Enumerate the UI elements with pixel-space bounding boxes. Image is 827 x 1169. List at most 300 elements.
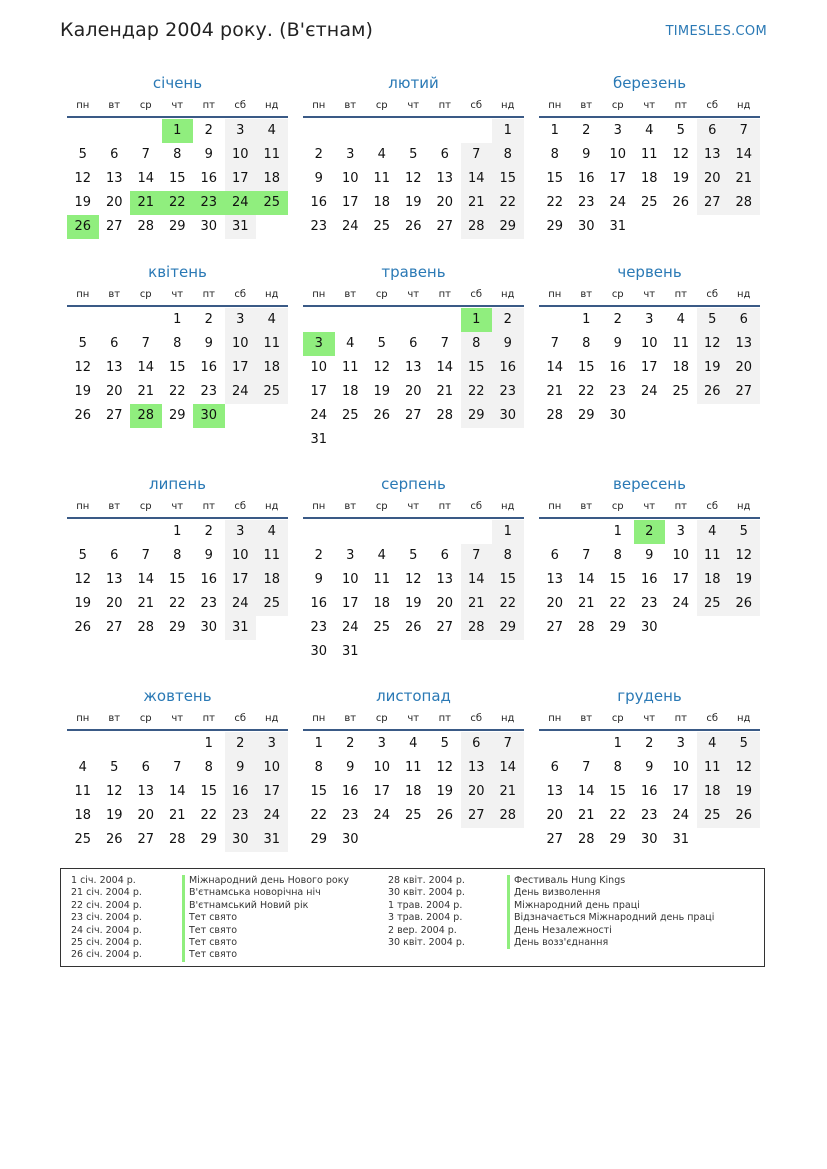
day-cell[interactable]: 10 — [310, 360, 328, 375]
day-cell[interactable]: 19 — [105, 808, 123, 823]
day-cell[interactable]: 4 — [78, 760, 87, 775]
day-cell[interactable]: 17 — [672, 572, 690, 587]
day-cell[interactable]: 14 — [728, 143, 760, 167]
day-cell[interactable]: 18 — [256, 167, 288, 191]
day-cell[interactable]: 18 — [404, 784, 422, 799]
day-cell[interactable]: 29 — [492, 215, 524, 239]
day-cell[interactable]: 27 — [404, 408, 422, 423]
day-cell[interactable]: 15 — [609, 784, 627, 799]
day-cell[interactable]: 12 — [404, 171, 422, 186]
day-cell[interactable]: 25 — [373, 620, 391, 635]
day-cell[interactable]: 30 — [200, 219, 218, 234]
day-cell[interactable]: 28 — [577, 620, 595, 635]
day-cell[interactable]: 31 — [256, 828, 288, 852]
day-cell[interactable]: 9 — [492, 332, 524, 356]
day-cell[interactable]: 9 — [645, 760, 654, 775]
day-cell[interactable]: 26 — [728, 592, 760, 616]
day-cell[interactable]: 6 — [110, 147, 119, 162]
day-cell[interactable]: 7 — [141, 147, 150, 162]
holiday-day-cell[interactable]: 22 — [162, 191, 194, 215]
day-cell[interactable]: 9 — [314, 572, 323, 587]
day-cell[interactable]: 23 — [492, 380, 524, 404]
day-cell[interactable]: 9 — [204, 548, 213, 563]
day-cell[interactable]: 3 — [377, 736, 386, 751]
day-cell[interactable]: 1 — [582, 312, 591, 327]
day-cell[interactable]: 11 — [256, 143, 288, 167]
day-cell[interactable]: 16 — [200, 171, 218, 186]
day-cell[interactable]: 22 — [168, 384, 186, 399]
day-cell[interactable]: 8 — [173, 548, 182, 563]
day-cell[interactable]: 28 — [728, 191, 760, 215]
day-cell[interactable]: 25 — [256, 380, 288, 404]
day-cell[interactable]: 15 — [609, 572, 627, 587]
day-cell[interactable]: 18 — [373, 596, 391, 611]
day-cell[interactable]: 8 — [492, 544, 524, 568]
holiday-day-cell[interactable]: 26 — [67, 215, 99, 239]
day-cell[interactable]: 2 — [204, 123, 213, 138]
day-cell[interactable]: 2 — [582, 123, 591, 138]
day-cell[interactable]: 15 — [461, 356, 493, 380]
day-cell[interactable]: 6 — [461, 732, 493, 756]
day-cell[interactable]: 26 — [728, 804, 760, 828]
day-cell[interactable]: 21 — [461, 191, 493, 215]
day-cell[interactable]: 24 — [225, 592, 257, 616]
day-cell[interactable]: 17 — [225, 167, 257, 191]
day-cell[interactable]: 21 — [137, 596, 155, 611]
day-cell[interactable]: 17 — [341, 596, 359, 611]
day-cell[interactable]: 3 — [346, 147, 355, 162]
day-cell[interactable]: 24 — [256, 804, 288, 828]
day-cell[interactable]: 30 — [640, 832, 658, 847]
day-cell[interactable]: 2 — [645, 736, 654, 751]
day-cell[interactable]: 13 — [137, 784, 155, 799]
day-cell[interactable]: 11 — [74, 784, 92, 799]
day-cell[interactable]: 3 — [676, 524, 685, 539]
day-cell[interactable]: 4 — [377, 147, 386, 162]
day-cell[interactable]: 29 — [609, 620, 627, 635]
day-cell[interactable]: 14 — [168, 784, 186, 799]
day-cell[interactable]: 29 — [200, 832, 218, 847]
day-cell[interactable]: 2 — [613, 312, 622, 327]
day-cell[interactable]: 17 — [640, 360, 658, 375]
day-cell[interactable]: 18 — [341, 384, 359, 399]
day-cell[interactable]: 27 — [546, 832, 564, 847]
day-cell[interactable]: 3 — [225, 520, 257, 544]
day-cell[interactable]: 2 — [225, 732, 257, 756]
day-cell[interactable]: 22 — [577, 384, 595, 399]
day-cell[interactable]: 5 — [110, 760, 119, 775]
day-cell[interactable]: 15 — [577, 360, 595, 375]
day-cell[interactable]: 20 — [105, 596, 123, 611]
day-cell[interactable]: 28 — [546, 408, 564, 423]
day-cell[interactable]: 4 — [256, 119, 288, 143]
day-cell[interactable]: 28 — [461, 215, 493, 239]
day-cell[interactable]: 29 — [168, 219, 186, 234]
day-cell[interactable]: 18 — [697, 780, 729, 804]
day-cell[interactable]: 15 — [492, 568, 524, 592]
day-cell[interactable]: 22 — [546, 195, 564, 210]
day-cell[interactable]: 14 — [577, 784, 595, 799]
day-cell[interactable]: 2 — [492, 308, 524, 332]
day-cell[interactable]: 25 — [74, 832, 92, 847]
day-cell[interactable]: 16 — [225, 780, 257, 804]
day-cell[interactable]: 31 — [609, 219, 627, 234]
day-cell[interactable]: 7 — [492, 732, 524, 756]
day-cell[interactable]: 5 — [676, 123, 685, 138]
day-cell[interactable]: 6 — [440, 548, 449, 563]
day-cell[interactable]: 26 — [404, 620, 422, 635]
day-cell[interactable]: 22 — [609, 596, 627, 611]
day-cell[interactable]: 26 — [404, 219, 422, 234]
day-cell[interactable]: 28 — [137, 219, 155, 234]
day-cell[interactable]: 22 — [609, 808, 627, 823]
day-cell[interactable]: 30 — [492, 404, 524, 428]
day-cell[interactable]: 10 — [225, 544, 257, 568]
day-cell[interactable]: 16 — [200, 572, 218, 587]
day-cell[interactable]: 14 — [492, 756, 524, 780]
day-cell[interactable]: 12 — [74, 572, 92, 587]
day-cell[interactable]: 11 — [697, 544, 729, 568]
holiday-day-cell[interactable]: 25 — [256, 191, 288, 215]
day-cell[interactable]: 29 — [168, 408, 186, 423]
day-cell[interactable]: 3 — [225, 119, 257, 143]
day-cell[interactable]: 21 — [728, 167, 760, 191]
day-cell[interactable]: 12 — [728, 756, 760, 780]
day-cell[interactable]: 16 — [609, 360, 627, 375]
day-cell[interactable]: 12 — [74, 171, 92, 186]
day-cell[interactable]: 18 — [373, 195, 391, 210]
day-cell[interactable]: 7 — [461, 143, 493, 167]
day-cell[interactable]: 7 — [141, 336, 150, 351]
day-cell[interactable]: 1 — [613, 736, 622, 751]
day-cell[interactable]: 8 — [314, 760, 323, 775]
day-cell[interactable]: 25 — [341, 408, 359, 423]
day-cell[interactable]: 30 — [200, 620, 218, 635]
day-cell[interactable]: 31 — [672, 832, 690, 847]
day-cell[interactable]: 8 — [461, 332, 493, 356]
day-cell[interactable]: 12 — [697, 332, 729, 356]
day-cell[interactable]: 11 — [640, 147, 658, 162]
day-cell[interactable]: 21 — [546, 384, 564, 399]
day-cell[interactable]: 17 — [256, 780, 288, 804]
day-cell[interactable]: 25 — [256, 592, 288, 616]
day-cell[interactable]: 19 — [728, 568, 760, 592]
day-cell[interactable]: 29 — [461, 404, 493, 428]
day-cell[interactable]: 23 — [640, 808, 658, 823]
day-cell[interactable]: 5 — [728, 520, 760, 544]
day-cell[interactable]: 23 — [577, 195, 595, 210]
day-cell[interactable]: 21 — [137, 384, 155, 399]
day-cell[interactable]: 20 — [105, 195, 123, 210]
day-cell[interactable]: 9 — [314, 171, 323, 186]
day-cell[interactable]: 24 — [225, 380, 257, 404]
day-cell[interactable]: 8 — [492, 143, 524, 167]
day-cell[interactable]: 2 — [314, 548, 323, 563]
day-cell[interactable]: 12 — [74, 360, 92, 375]
day-cell[interactable]: 14 — [436, 360, 454, 375]
day-cell[interactable]: 20 — [436, 596, 454, 611]
day-cell[interactable]: 13 — [728, 332, 760, 356]
holiday-day-cell[interactable]: 24 — [225, 191, 257, 215]
day-cell[interactable]: 26 — [74, 620, 92, 635]
day-cell[interactable]: 12 — [404, 572, 422, 587]
day-cell[interactable]: 3 — [613, 123, 622, 138]
day-cell[interactable]: 23 — [341, 808, 359, 823]
day-cell[interactable]: 17 — [609, 171, 627, 186]
day-cell[interactable]: 27 — [461, 804, 493, 828]
day-cell[interactable]: 19 — [404, 596, 422, 611]
day-cell[interactable]: 23 — [200, 384, 218, 399]
day-cell[interactable]: 9 — [346, 760, 355, 775]
day-cell[interactable]: 5 — [377, 336, 386, 351]
day-cell[interactable]: 28 — [436, 408, 454, 423]
day-cell[interactable]: 27 — [697, 191, 729, 215]
day-cell[interactable]: 1 — [173, 312, 182, 327]
day-cell[interactable]: 4 — [256, 308, 288, 332]
day-cell[interactable]: 15 — [546, 171, 564, 186]
day-cell[interactable]: 4 — [377, 548, 386, 563]
day-cell[interactable]: 8 — [173, 336, 182, 351]
day-cell[interactable]: 10 — [256, 756, 288, 780]
day-cell[interactable]: 24 — [672, 596, 690, 611]
day-cell[interactable]: 19 — [74, 596, 92, 611]
day-cell[interactable]: 21 — [436, 384, 454, 399]
day-cell[interactable]: 19 — [373, 384, 391, 399]
day-cell[interactable]: 22 — [461, 380, 493, 404]
day-cell[interactable]: 5 — [697, 308, 729, 332]
holiday-day-cell[interactable]: 1 — [461, 308, 493, 332]
day-cell[interactable]: 7 — [141, 548, 150, 563]
day-cell[interactable]: 30 — [225, 828, 257, 852]
day-cell[interactable]: 31 — [341, 644, 359, 659]
day-cell[interactable]: 27 — [105, 408, 123, 423]
day-cell[interactable]: 27 — [436, 620, 454, 635]
day-cell[interactable]: 13 — [436, 572, 454, 587]
day-cell[interactable]: 11 — [256, 544, 288, 568]
day-cell[interactable]: 17 — [225, 356, 257, 380]
day-cell[interactable]: 15 — [168, 360, 186, 375]
day-cell[interactable]: 11 — [672, 336, 690, 351]
day-cell[interactable]: 30 — [640, 620, 658, 635]
day-cell[interactable]: 9 — [582, 147, 591, 162]
day-cell[interactable]: 20 — [546, 596, 564, 611]
day-cell[interactable]: 6 — [697, 119, 729, 143]
holiday-day-cell[interactable]: 21 — [130, 191, 162, 215]
day-cell[interactable]: 21 — [577, 808, 595, 823]
day-cell[interactable]: 18 — [672, 360, 690, 375]
day-cell[interactable]: 7 — [728, 119, 760, 143]
day-cell[interactable]: 26 — [697, 380, 729, 404]
day-cell[interactable]: 5 — [409, 147, 418, 162]
day-cell[interactable]: 25 — [373, 219, 391, 234]
holiday-day-cell[interactable]: 30 — [193, 404, 225, 428]
day-cell[interactable]: 20 — [404, 384, 422, 399]
day-cell[interactable]: 14 — [461, 568, 493, 592]
day-cell[interactable]: 7 — [440, 336, 449, 351]
day-cell[interactable]: 27 — [105, 620, 123, 635]
day-cell[interactable]: 10 — [225, 332, 257, 356]
day-cell[interactable]: 31 — [225, 215, 257, 239]
day-cell[interactable]: 14 — [461, 167, 493, 191]
day-cell[interactable]: 26 — [105, 832, 123, 847]
day-cell[interactable]: 6 — [110, 548, 119, 563]
day-cell[interactable]: 9 — [645, 548, 654, 563]
day-cell[interactable]: 5 — [78, 336, 87, 351]
day-cell[interactable]: 20 — [461, 780, 493, 804]
day-cell[interactable]: 11 — [341, 360, 359, 375]
day-cell[interactable]: 7 — [582, 760, 591, 775]
day-cell[interactable]: 21 — [577, 596, 595, 611]
day-cell[interactable]: 10 — [609, 147, 627, 162]
holiday-day-cell[interactable]: 28 — [130, 404, 162, 428]
day-cell[interactable]: 12 — [436, 760, 454, 775]
day-cell[interactable]: 4 — [676, 312, 685, 327]
day-cell[interactable]: 24 — [609, 195, 627, 210]
day-cell[interactable]: 6 — [550, 548, 559, 563]
day-cell[interactable]: 11 — [373, 572, 391, 587]
day-cell[interactable]: 23 — [609, 384, 627, 399]
day-cell[interactable]: 14 — [546, 360, 564, 375]
day-cell[interactable]: 13 — [105, 171, 123, 186]
day-cell[interactable]: 24 — [373, 808, 391, 823]
day-cell[interactable]: 26 — [373, 408, 391, 423]
day-cell[interactable]: 10 — [672, 548, 690, 563]
day-cell[interactable]: 26 — [436, 808, 454, 823]
day-cell[interactable]: 24 — [672, 808, 690, 823]
day-cell[interactable]: 8 — [613, 548, 622, 563]
day-cell[interactable]: 9 — [204, 336, 213, 351]
day-cell[interactable]: 13 — [404, 360, 422, 375]
day-cell[interactable]: 8 — [613, 760, 622, 775]
day-cell[interactable]: 16 — [310, 596, 328, 611]
day-cell[interactable]: 25 — [672, 384, 690, 399]
day-cell[interactable]: 29 — [577, 408, 595, 423]
day-cell[interactable]: 31 — [225, 616, 257, 640]
day-cell[interactable]: 27 — [436, 219, 454, 234]
day-cell[interactable]: 23 — [225, 804, 257, 828]
holiday-day-cell[interactable]: 3 — [303, 332, 335, 356]
day-cell[interactable]: 17 — [373, 784, 391, 799]
day-cell[interactable]: 4 — [645, 123, 654, 138]
day-cell[interactable]: 13 — [105, 360, 123, 375]
day-cell[interactable]: 16 — [492, 356, 524, 380]
day-cell[interactable]: 13 — [105, 572, 123, 587]
day-cell[interactable]: 25 — [640, 195, 658, 210]
day-cell[interactable]: 16 — [640, 572, 658, 587]
day-cell[interactable]: 5 — [409, 548, 418, 563]
day-cell[interactable]: 30 — [577, 219, 595, 234]
day-cell[interactable]: 18 — [256, 568, 288, 592]
holiday-day-cell[interactable]: 2 — [634, 520, 666, 544]
day-cell[interactable]: 24 — [640, 384, 658, 399]
day-cell[interactable]: 29 — [168, 620, 186, 635]
day-cell[interactable]: 1 — [204, 736, 213, 751]
day-cell[interactable]: 20 — [105, 384, 123, 399]
day-cell[interactable]: 1 — [492, 119, 524, 143]
day-cell[interactable]: 15 — [168, 171, 186, 186]
day-cell[interactable]: 23 — [640, 596, 658, 611]
day-cell[interactable]: 12 — [672, 147, 690, 162]
day-cell[interactable]: 16 — [577, 171, 595, 186]
day-cell[interactable]: 11 — [697, 756, 729, 780]
day-cell[interactable]: 30 — [341, 832, 359, 847]
day-cell[interactable]: 20 — [697, 167, 729, 191]
day-cell[interactable]: 14 — [137, 572, 155, 587]
day-cell[interactable]: 28 — [577, 832, 595, 847]
day-cell[interactable]: 27 — [728, 380, 760, 404]
day-cell[interactable]: 15 — [492, 167, 524, 191]
day-cell[interactable]: 23 — [200, 596, 218, 611]
day-cell[interactable]: 3 — [346, 548, 355, 563]
day-cell[interactable]: 19 — [436, 784, 454, 799]
day-cell[interactable]: 3 — [645, 312, 654, 327]
day-cell[interactable]: 27 — [137, 832, 155, 847]
day-cell[interactable]: 28 — [137, 620, 155, 635]
day-cell[interactable]: 19 — [74, 195, 92, 210]
day-cell[interactable]: 6 — [141, 760, 150, 775]
day-cell[interactable]: 22 — [200, 808, 218, 823]
day-cell[interactable]: 8 — [173, 147, 182, 162]
day-cell[interactable]: 30 — [310, 644, 328, 659]
day-cell[interactable]: 25 — [697, 804, 729, 828]
day-cell[interactable]: 25 — [404, 808, 422, 823]
day-cell[interactable]: 1 — [613, 524, 622, 539]
day-cell[interactable]: 1 — [173, 524, 182, 539]
day-cell[interactable]: 21 — [168, 808, 186, 823]
day-cell[interactable]: 10 — [341, 572, 359, 587]
day-cell[interactable]: 20 — [436, 195, 454, 210]
day-cell[interactable]: 4 — [256, 520, 288, 544]
day-cell[interactable]: 11 — [404, 760, 422, 775]
day-cell[interactable]: 18 — [640, 171, 658, 186]
day-cell[interactable]: 4 — [697, 732, 729, 756]
day-cell[interactable]: 10 — [225, 143, 257, 167]
day-cell[interactable]: 17 — [341, 195, 359, 210]
day-cell[interactable]: 12 — [728, 544, 760, 568]
day-cell[interactable]: 1 — [492, 520, 524, 544]
day-cell[interactable]: 23 — [310, 620, 328, 635]
day-cell[interactable]: 17 — [310, 384, 328, 399]
day-cell[interactable]: 7 — [550, 336, 559, 351]
day-cell[interactable]: 5 — [78, 147, 87, 162]
day-cell[interactable]: 3 — [225, 308, 257, 332]
day-cell[interactable]: 14 — [137, 360, 155, 375]
day-cell[interactable]: 13 — [697, 143, 729, 167]
day-cell[interactable]: 29 — [546, 219, 564, 234]
day-cell[interactable]: 27 — [546, 620, 564, 635]
day-cell[interactable]: 26 — [74, 408, 92, 423]
day-cell[interactable]: 25 — [697, 592, 729, 616]
day-cell[interactable]: 3 — [676, 736, 685, 751]
day-cell[interactable]: 1 — [314, 736, 323, 751]
day-cell[interactable]: 11 — [373, 171, 391, 186]
day-cell[interactable]: 24 — [310, 408, 328, 423]
day-cell[interactable]: 30 — [609, 408, 627, 423]
day-cell[interactable]: 19 — [74, 384, 92, 399]
day-cell[interactable]: 19 — [404, 195, 422, 210]
day-cell[interactable]: 21 — [492, 780, 524, 804]
day-cell[interactable]: 3 — [256, 732, 288, 756]
day-cell[interactable]: 21 — [461, 592, 493, 616]
holiday-day-cell[interactable]: 23 — [193, 191, 225, 215]
day-cell[interactable]: 4 — [346, 336, 355, 351]
day-cell[interactable]: 29 — [310, 832, 328, 847]
day-cell[interactable]: 14 — [137, 171, 155, 186]
site-logo[interactable]: TIMESLES.COM — [665, 24, 767, 39]
day-cell[interactable]: 20 — [546, 808, 564, 823]
day-cell[interactable]: 12 — [105, 784, 123, 799]
day-cell[interactable]: 6 — [440, 147, 449, 162]
